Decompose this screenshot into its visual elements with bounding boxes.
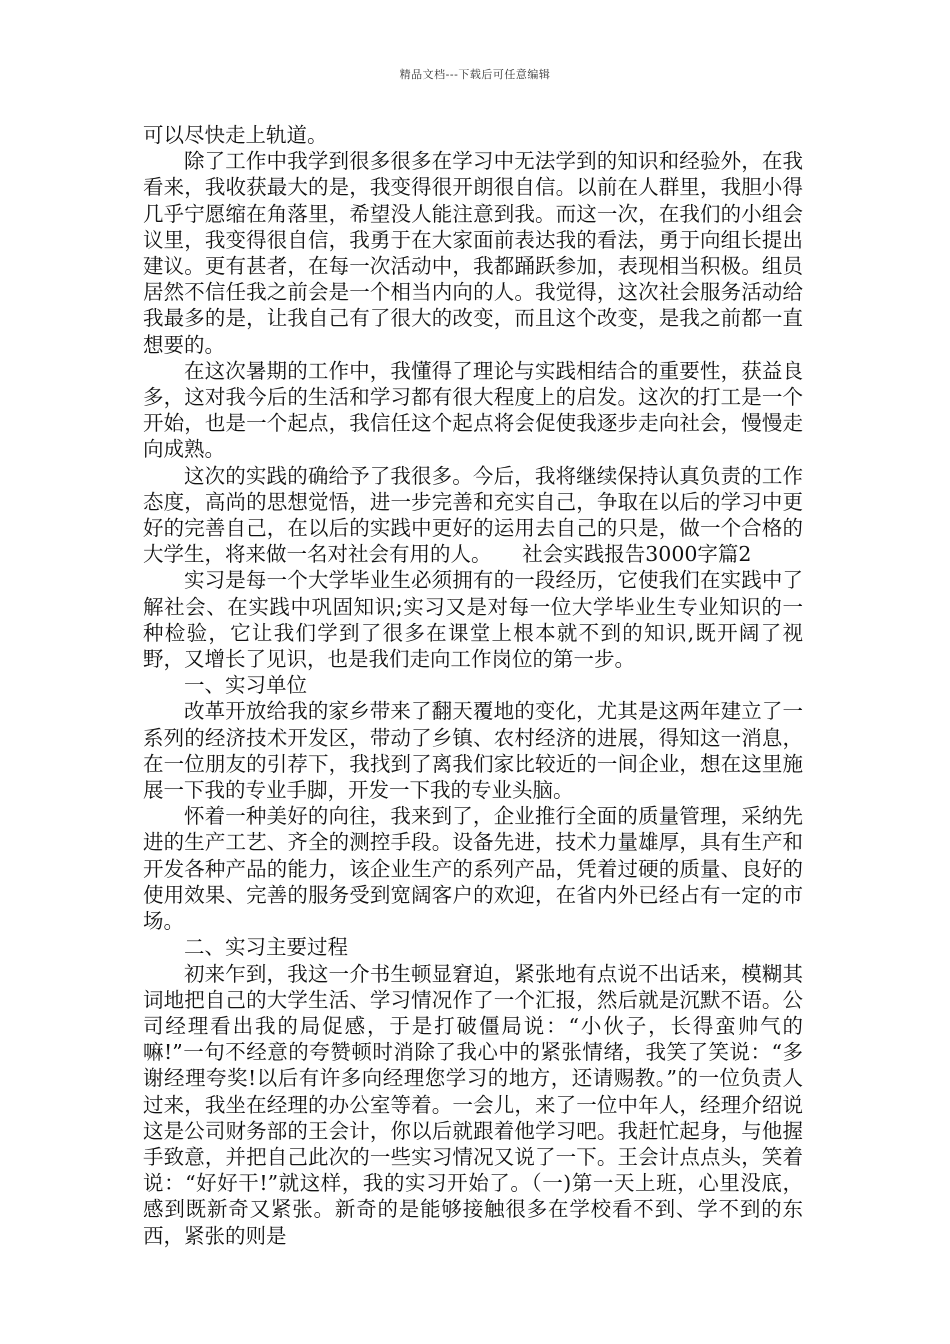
page-header: 精品文档---下载后可任意编辑 [399,68,551,81]
paragraph-company: 怀着一种美好的向往，我来到了，企业推行全面的质量管理，采纳先进的生产工艺、齐全的测控手段。设备先进，技术力量雄厚，具有生产和开发各种产品的能力，该企业生产的系列产品，凭着过硬的质量、良好的使用效果、完善的服务受到宽阔客户的欢迎，在省内外已经占有一定的市场。 [143,804,803,934]
paragraph-confidence: 除了工作中我学到很多很多在学习中无法学到的知识和经验外，在我看来，我收获最大的是，我变得很开朗很自信。以前在人群里，我胆小得几乎宁愿缩在角落里，希望没人能注意到我。而这一次，在我们的小组会议里，我变得很自信，我勇于在大家面前表达我的看法，勇于向组长提出建议。更有甚者，在每一次活动中，我都踊跃参加，表现相当积极。组员居然不信任我之前会是一个相当内向的人。我觉得，这次社会服务活动给我最多的是，让我自己有了很大的改变，而且这个改变，是我之前都一直想要的。 [143,149,803,357]
document-body [143,122,803,1249]
paragraph-practice: 这次的实践的确给予了我很多。今后，我将继续保持认真负责的工作态度，高尚的思想觉悟，进一步完善和充实自己，争取在以后的学习中更好的完善自己，在以后的实践中更好的运用去自己的只是，做一个合格的大学生，将来做一名对社会有用的人。 社会实践报告3000字篇2 [143,463,803,567]
section-heading-process: 二、实习主要过程 [184,935,348,960]
paragraph-hometown: 改革开放给我的家乡带来了翻天覆地的变化，尤其是这两年建立了一系列的经济技术开发区，带动了乡镇、农村经济的进展，得知这一消息，在一位朋友的引荐下，我找到了离我们家比较近的一间企业，想在这里施展一下我的专业手脚，开发一下我的专业头脑。 [143,699,803,803]
paragraph-summer-work: 在这次暑期的工作中，我懂得了理论与实践相结合的重要性，获益良多，这对我今后的生活和学习都有很大程度上的启发。这次的打工是一个开始，也是一个起点，我信任这个起点将会促使我逐步走向社会，慢慢走向成熟。 [143,358,803,462]
paragraph-first-day: 初来乍到，我这一介书生顿显窘迫，紧张地有点说不出话来，模糊其词地把自己的大学生活、学习情况作了一个汇报，然后就是沉默不语。公司经理看出我的局促感，于是打破僵局说：“小伙子，长得蛮帅气的嘛!”一句不经意的夸赞顿时消除了我心中的紧张情绪，我笑了笑说：“多谢经理夸奖!以后有许多向经理您学习的地方，还请赐教。”的一位负责人过来，我坐在经理的办公室等着。一会儿，来了一位中年人，经理介绍说这是公司财务部的王会计，你以后就跟着他学习吧。我赶忙起身，与他握手致意，并把自己此次的一些实习情况又说了一下。王会计点点头，笑着说：“好好干!”就这样，我的实习开始了。（一)第一天上班，心里没底，感到既新奇又紧张。新奇的是能够接触很多在学校看不到、学不到的东西，紧张的则是 [143,961,803,1248]
paragraph-continuation: 可以尽快走上轨道。 [143,123,328,147]
paragraph-internship-intro: 实习是每一个大学毕业生必须拥有的一段经历，它使我们在实践中了解社会、在实践中巩固知识;实习又是对每一位大学毕业生专业知识的一种检验，它让我们学到了很多在课堂上根本就不到的知识,既开阔了视野，又增长了见识，也是我们走向工作岗位的第一步。 [143,568,803,672]
section-heading-unit: 一、实习单位 [184,673,307,698]
